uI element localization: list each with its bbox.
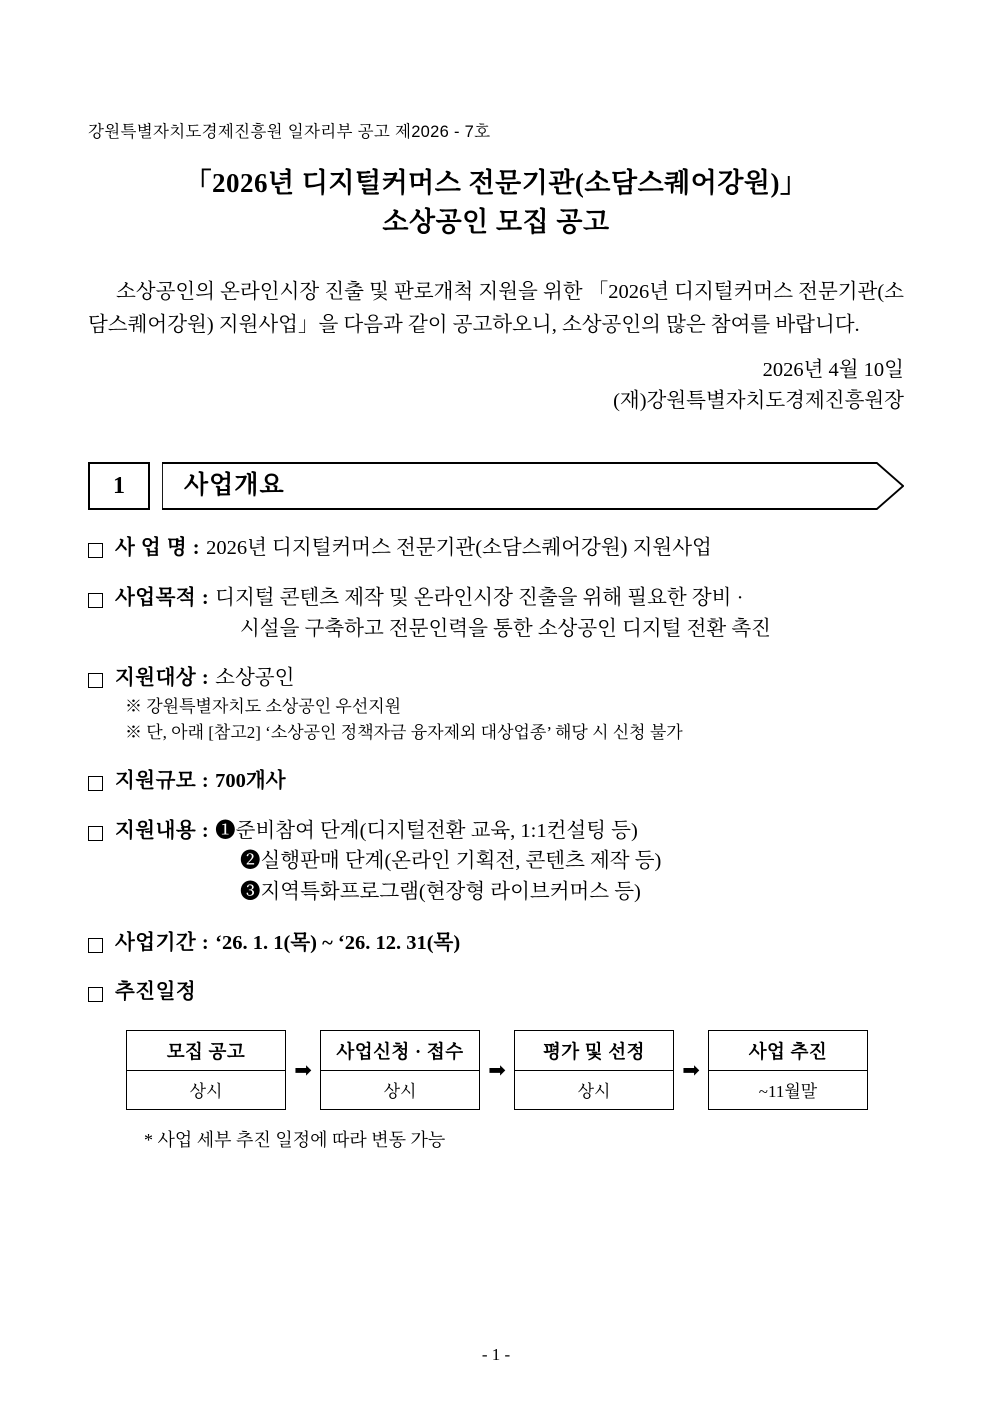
document-number: 강원특별자치도경제진흥원 일자리부 공고 제2026 - 7호 [88,123,491,141]
flow-note: * 사업 세부 추진 일정에 따라 변동 가능 [144,1130,446,1150]
item-support-content [88,817,904,909]
flow-step-4 [708,1030,868,1110]
item-label: 추진일정 [115,981,197,1004]
item-value-first: ❶준비참여 단계(디지털전환 교육, 1:1컨설팅 등) [215,819,638,842]
item-sub-2: ❷실행판매 단계(온라인 기획전, 콘텐츠 제작 등) [240,850,662,873]
flow-step-title: 평가 및 선정 [515,1031,673,1071]
item-support-scale [88,767,904,797]
item-value-continued: 시설을 구축하고 전문인력을 통한 소상공인 디지털 전환 촉진 [240,617,771,640]
flow-step-1 [126,1030,286,1110]
flow-step-sub: ~11월말 [758,1082,818,1101]
flow-step-title: 사업신청 · 접수 [321,1031,479,1071]
arrow-right-icon: ➡ [682,1057,700,1082]
square-bullet-icon [88,938,103,953]
item-value: 소상공인 [215,667,295,690]
document-title [88,164,904,242]
section-banner [162,462,904,510]
arrow-right-icon: ➡ [488,1057,506,1082]
item-value: 2026년 디지털커머스 전문기관(소담스퀘어강원) 지원사업 [206,537,712,560]
signature-block [88,355,904,419]
page-number: - 1 - [481,1345,511,1364]
section-header [88,462,904,510]
title-line-2: 소상공인 모집 공고 [382,207,610,238]
square-bullet-icon [88,987,103,1002]
issuer-name: (재)강원특별자치도경제진흥원장 [613,390,904,413]
section-number: 1 [88,462,150,510]
item-value: 700개사 [215,769,286,792]
intro-paragraph: 소상공인의 온라인시장 진출 및 판로개척 지원을 위한 「2026년 디지털커머스 전문기관(소담스퀘어강원) 지원사업」을 다음과 같이 공고하오니, 소상공인의 많은 참여를 바랍니다. [88,281,904,337]
title-line-1: 「2026년 디지털커머스 전문기관(소담스퀘어강원)」 [184,168,808,198]
square-bullet-icon [88,543,103,558]
item-business-name [88,534,904,564]
item-sub-3: ❸지역특화프로그램(현장형 라이브커머스 등) [240,881,641,904]
item-value: ‘26. 1. 1(목) ~ ‘26. 12. 31(목) [215,931,461,954]
square-bullet-icon [88,826,103,841]
item-schedule [88,978,904,1008]
flow-step-sub: 상시 [577,1082,611,1101]
item-note-2: ※ 단, 아래 [참고2] ‘소상공인 정책자금 융자제외 대상업종’ 해당 시 신청 불가 [125,723,683,743]
item-label: 지원대상 : [115,667,210,690]
item-label: 사업목적 : [115,586,210,609]
item-value: 디지털 콘텐츠 제작 및 온라인시장 진출을 위해 필요한 장비 · [215,586,744,609]
item-business-period [88,929,904,959]
square-bullet-icon [88,593,103,608]
flow-step-2 [320,1030,480,1110]
announcement-date: 2026년 4월 10일 [762,358,904,381]
arrow-right-icon: ➡ [294,1057,312,1082]
item-label: 사업기간 : [115,931,210,954]
flow-step-title: 사업 추진 [709,1031,867,1071]
item-note-1: ※ 강원특별자치도 소상공인 우선지원 [125,697,402,717]
item-label: 사 업 명 : [115,537,201,560]
flow-step-sub: 상시 [189,1082,223,1101]
flow-step-title: 모집 공고 [127,1031,285,1071]
square-bullet-icon [88,776,103,791]
section-title: 사업개요 [184,472,285,500]
flow-step-sub: 상시 [383,1082,417,1101]
item-label: 지원규모 : [115,769,210,792]
square-bullet-icon [88,673,103,688]
schedule-flow-diagram [126,1030,904,1110]
item-label: 지원내용 : [115,819,210,842]
item-support-target [88,664,904,746]
item-business-purpose [88,584,904,644]
flow-step-3 [514,1030,674,1110]
